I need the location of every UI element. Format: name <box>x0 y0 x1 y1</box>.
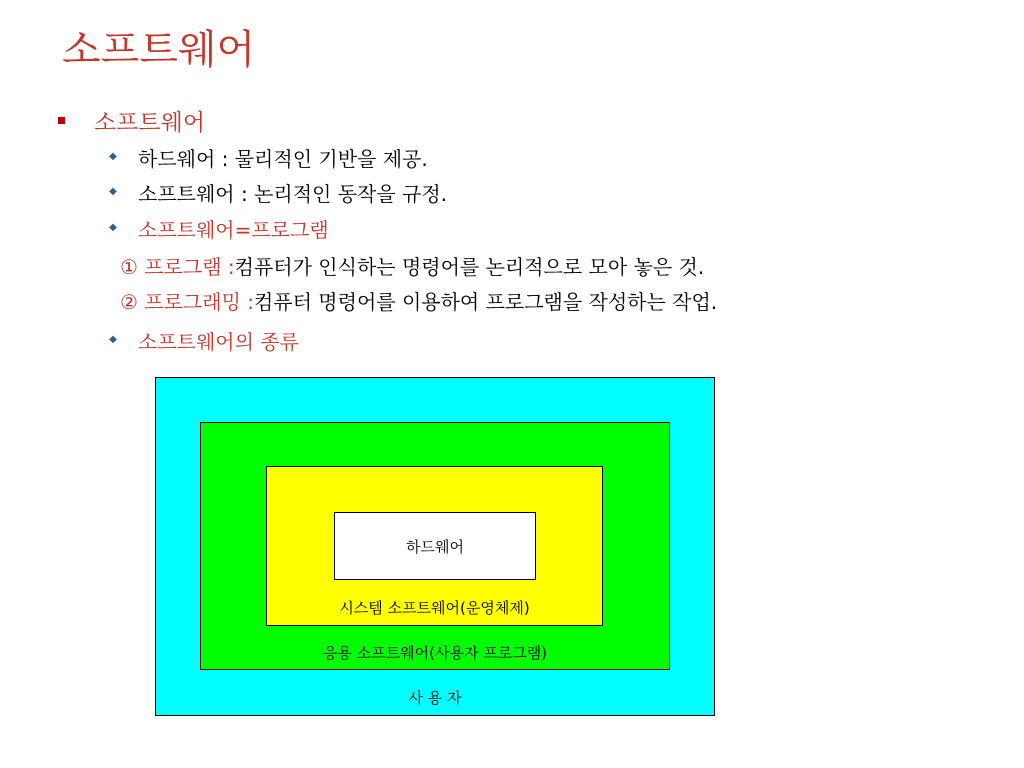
diamond-bullet-icon: ◆ <box>109 222 117 233</box>
bullet-software-text: 소프트웨어 : 논리적인 동작을 규정. <box>138 181 448 206</box>
bullet-main-text: 소프트웨어 <box>94 109 206 136</box>
bullet-main <box>58 104 205 136</box>
numbered-item-label: ② 프로그래밍 : <box>120 289 254 314</box>
diamond-bullet-icon: ◆ <box>109 334 117 345</box>
numbered-item-text: 컴퓨터가 인식하는 명령어를 논리적으로 모아 놓은 것. <box>234 254 705 279</box>
numbered-item-programming <box>120 285 717 315</box>
bullet-hardware-text: 하드웨어 : 물리적인 기반을 제공. <box>138 146 428 171</box>
bullet-program <box>108 213 329 243</box>
numbered-item-program <box>120 250 704 280</box>
bullet-software <box>108 177 447 207</box>
bullet-software-types-text: 소프트웨어의 종류 <box>138 329 299 354</box>
bullet-program-text: 소프트웨어=프로그램 <box>138 217 329 242</box>
diamond-bullet-icon: ◆ <box>109 186 117 197</box>
application-layer-label: 응용 소프트웨어(사용자 프로그램) <box>322 644 548 662</box>
numbered-item-label: ① 프로그램 : <box>120 254 235 279</box>
hardware-layer-label: 하드웨어 <box>406 538 464 556</box>
system-layer-label: 시스템 소프트웨어(운영체제) <box>339 599 530 617</box>
slide-title: 소프트웨어 <box>62 27 256 73</box>
diamond-bullet-icon: ◆ <box>109 151 117 162</box>
hardware-layer-box <box>334 512 536 580</box>
numbered-item-text: 컴퓨터 명령어를 이용하여 프로그램을 작성하는 작업. <box>253 289 718 314</box>
bullet-hardware <box>108 142 428 172</box>
bullet-software-types <box>108 325 299 355</box>
user-layer-label: 사 용 자 <box>408 689 462 707</box>
square-bullet-icon <box>58 117 65 124</box>
